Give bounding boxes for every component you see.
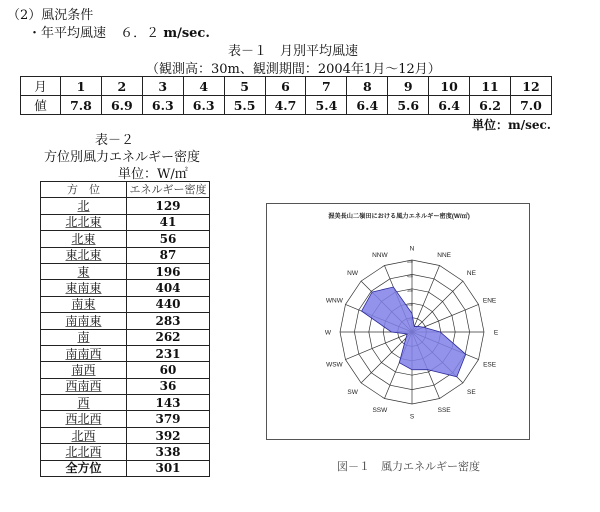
- radar-direction-label: E: [493, 329, 499, 337]
- radar-direction-label: WSW: [326, 361, 343, 369]
- table2-direction-cell: 北東: [41, 231, 127, 247]
- radar-direction-label: W: [324, 329, 332, 337]
- radar-direction-label: S: [409, 413, 415, 421]
- radar-direction-label: SSW: [372, 407, 388, 415]
- table1-value-cell: 6.3: [142, 96, 183, 115]
- table2-value-cell: 143: [127, 395, 210, 411]
- radar-direction-label: WNW: [325, 297, 343, 305]
- table2-direction-cell: 北: [41, 198, 127, 214]
- table1-month-cell: 1: [61, 77, 102, 96]
- table1-subtitle: （観測高：30m、観測期間：2004年1月～12月）: [146, 62, 441, 77]
- table2-direction-cell: 東北東: [41, 247, 127, 263]
- table2-total-value: 301: [127, 460, 210, 476]
- annual-wind-speed-value: ６．２: [120, 26, 160, 41]
- table1-value-cell: 6.9: [101, 96, 142, 115]
- table1-value-cell: 5.4: [306, 96, 347, 115]
- table2-value-cell: 60: [127, 362, 210, 378]
- radar-chart-panel: [266, 203, 530, 440]
- table1-month-row: [21, 77, 552, 96]
- table2-value-cell: 231: [127, 345, 210, 361]
- table1-month-cell: 11: [470, 77, 511, 96]
- table1-value-cell: 7.8: [61, 96, 102, 115]
- table2-direction-cell: 北北西: [41, 444, 127, 460]
- table2-row: [41, 395, 210, 411]
- table1-value-cell: 6.3: [183, 96, 224, 115]
- table2-value-header: エネルギー密度: [127, 182, 210, 198]
- table2-direction-cell: 北西: [41, 427, 127, 443]
- table1-unit: 単位：m/sec.: [472, 118, 551, 132]
- table2-value-cell: 392: [127, 427, 210, 443]
- table1-title: 表－１ 月別平均風速: [228, 44, 359, 59]
- table2-direction-cell: 東: [41, 263, 127, 279]
- table2-row: [41, 296, 210, 312]
- table1-month-cell: 9: [388, 77, 429, 96]
- annual-wind-speed-label: ・年平均風速: [28, 26, 107, 41]
- table2-row: [41, 247, 210, 263]
- table2-value-cell: 56: [127, 231, 210, 247]
- table2-direction-cell: 南: [41, 329, 127, 345]
- table2-value-cell: 283: [127, 313, 210, 329]
- table2-row: [41, 362, 210, 378]
- table2-row: [41, 329, 210, 345]
- radar-direction-label: SSE: [437, 407, 451, 415]
- table2-total-label: 全方位: [41, 460, 127, 476]
- table2-value-cell: 262: [127, 329, 210, 345]
- direction-energy-table: [40, 181, 210, 477]
- monthly-wind-speed-table: [20, 76, 552, 115]
- table1-month-cell: 7: [306, 77, 347, 96]
- table1-month-cell: 2: [101, 77, 142, 96]
- table2-value-cell: 36: [127, 378, 210, 394]
- radar-spoke: [412, 281, 463, 332]
- table2-row: [41, 427, 210, 443]
- table1-month-header: 月: [21, 77, 61, 96]
- radar-ring-label: 500: [407, 260, 413, 264]
- table2-header-row: [41, 182, 210, 198]
- table2-direction-cell: 西: [41, 395, 127, 411]
- section-title: （2）風況条件: [7, 8, 94, 23]
- table1-value-cell: 5.5: [224, 96, 265, 115]
- table1-month-cell: 8: [347, 77, 388, 96]
- table1-value-cell: 5.6: [388, 96, 429, 115]
- radar-direction-label: NNW: [372, 251, 388, 259]
- table2-direction-cell: 東南東: [41, 280, 127, 296]
- radar-ring-label: 300: [407, 288, 413, 293]
- table2-direction-cell: 南東: [41, 296, 127, 312]
- table2-row: [41, 345, 210, 361]
- table2-unit: 単位：W/㎡: [118, 167, 188, 182]
- table2-row: [41, 411, 210, 427]
- radar-direction-label: NNE: [437, 251, 452, 259]
- radar-ring-label: 400: [407, 274, 413, 279]
- table1-value-cell: 4.7: [265, 96, 306, 115]
- table2-row: [41, 280, 210, 296]
- table2-value-cell: 129: [127, 198, 210, 214]
- table2-value-cell: 41: [127, 214, 210, 230]
- chart-title: 渥美長山二嶺田における風力エネルギー密度(W/㎡): [328, 213, 470, 220]
- radar-direction-label: N: [409, 245, 415, 253]
- table2-row: [41, 378, 210, 394]
- radar-chart: [267, 204, 531, 441]
- table2-direction-header: 方 位: [41, 182, 127, 198]
- table1-month-cell: 12: [510, 77, 551, 96]
- table2-direction-cell: 南南西: [41, 345, 127, 361]
- table2-row: [41, 214, 210, 230]
- table1-month-cell: 6: [265, 77, 306, 96]
- table2-row: [41, 444, 210, 460]
- table2-value-cell: 196: [127, 263, 210, 279]
- annual-wind-speed-line: [28, 22, 210, 41]
- table2-direction-cell: 南西: [41, 362, 127, 378]
- radar-direction-label: NE: [466, 270, 476, 278]
- table1-value-cell: 7.0: [510, 96, 551, 115]
- table2-value-cell: 440: [127, 296, 210, 312]
- table1-month-cell: 3: [142, 77, 183, 96]
- radar-direction-label: ESE: [483, 361, 497, 369]
- table1-value-cell: 6.4: [429, 96, 470, 115]
- table2-value-cell: 87: [127, 247, 210, 263]
- table2-direction-cell: 北北東: [41, 214, 127, 230]
- table1-month-cell: 4: [183, 77, 224, 96]
- figure-caption: 図－１ 風力エネルギー密度: [337, 460, 480, 473]
- table1-value-row: [21, 96, 552, 115]
- table2-direction-cell: 西南西: [41, 378, 127, 394]
- table1-month-cell: 10: [429, 77, 470, 96]
- table2-value-cell: 338: [127, 444, 210, 460]
- table2-title: 表－２: [95, 133, 135, 148]
- radar-direction-label: ENE: [482, 297, 497, 305]
- table1-value-header: 値: [21, 96, 61, 115]
- table2-subtitle: 方位別風力エネルギー密度: [44, 150, 201, 165]
- radar-direction-label: NW: [347, 270, 359, 278]
- table2-row: [41, 313, 210, 329]
- table2-direction-cell: 南南東: [41, 313, 127, 329]
- table2-row: [41, 231, 210, 247]
- annual-wind-speed-unit: m/sec.: [163, 26, 210, 41]
- table1-value-cell: 6.4: [347, 96, 388, 115]
- table2-value-cell: 404: [127, 280, 210, 296]
- table2-value-cell: 379: [127, 411, 210, 427]
- table2-direction-cell: 西北西: [41, 411, 127, 427]
- table2-row: [41, 263, 210, 279]
- table2-total-row: [41, 460, 210, 476]
- radar-ring-label: 200: [407, 303, 413, 308]
- radar-direction-label: SE: [467, 388, 476, 396]
- table1-value-cell: 6.2: [470, 96, 511, 115]
- radar-direction-label: SW: [347, 388, 358, 396]
- table1-month-cell: 5: [224, 77, 265, 96]
- table2-row: [41, 198, 210, 214]
